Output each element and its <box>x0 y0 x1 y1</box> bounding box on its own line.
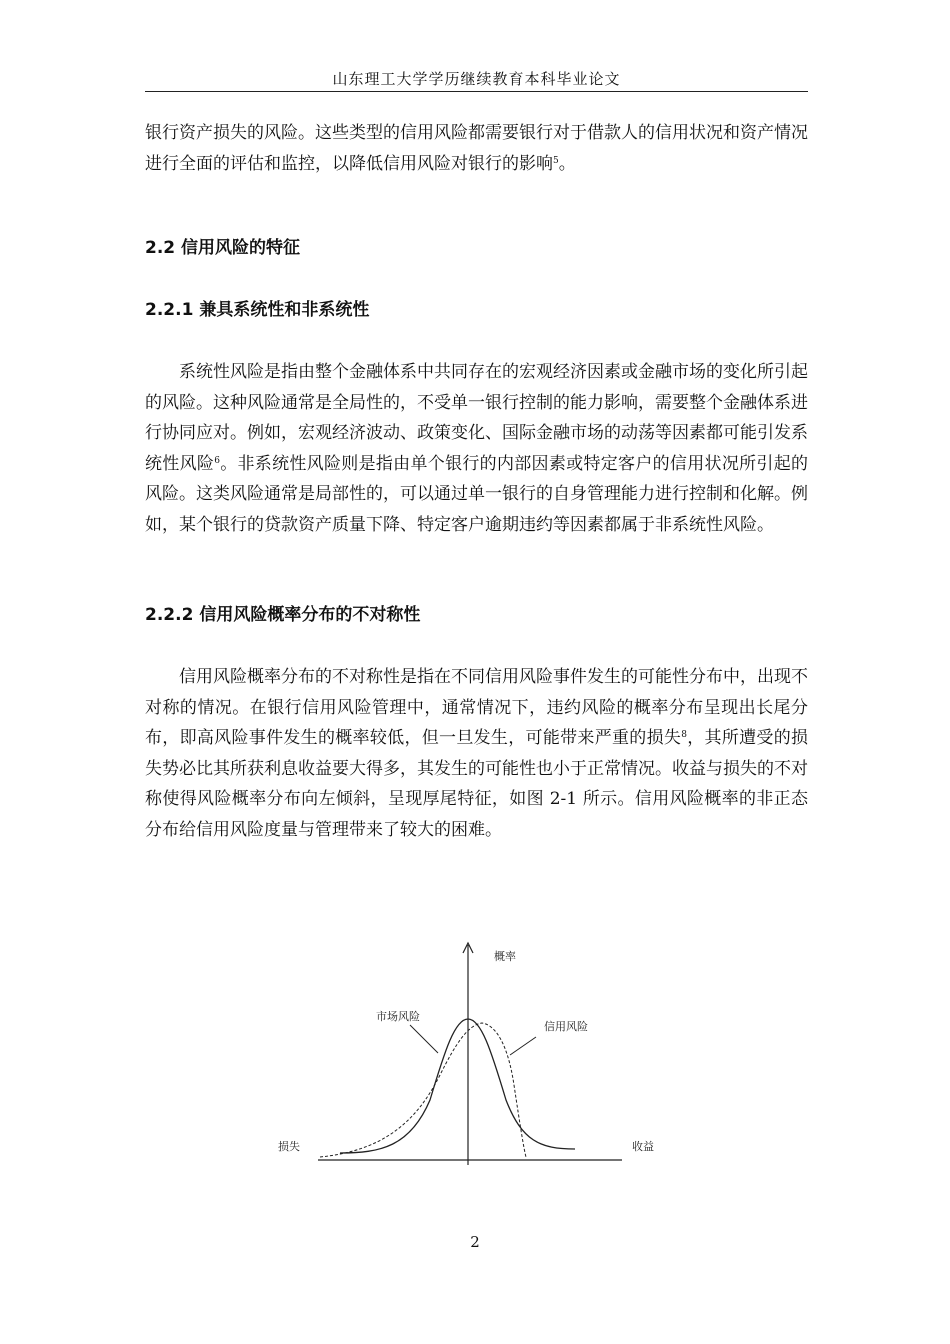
paragraph-2-text-b: 。非系统性风险则是指由单个银行的内部因素或特定客户的信用状况所引起的风险。这类风险通常是局部性的，可以通过单一银行的自身管理能力进行控制和化解。例如，某个银行的贷款资产质量下降、特定客户逾期违约等因素都属于非系统性风险。 <box>145 453 809 535</box>
loss-label: 损失 <box>278 1140 300 1153</box>
gain-label: 收益 <box>632 1140 654 1153</box>
footnote-ref-5[interactable]: 5 <box>553 155 559 166</box>
header-rule <box>145 91 808 92</box>
section-heading-2-2-1: 2.2.1 兼具系统性和非系统性 <box>145 300 370 320</box>
footnote-ref-8[interactable]: 8 <box>681 730 687 740</box>
credit-risk-curve <box>320 1023 526 1157</box>
credit-risk-pointer <box>510 1037 536 1055</box>
market-risk-pointer <box>410 1025 438 1053</box>
y-axis-label: 概率 <box>494 950 516 963</box>
market-risk-curve <box>340 1019 575 1153</box>
page-number: 2 <box>470 1233 480 1251</box>
paragraph-3-text-a: 信用风险概率分布的不对称性是指在不同信用风险事件发生的可能性分布中，出现不对称的情况。在银行信用风险管理中，通常情况下，违约风险的概率分布呈现出长尾分布，即高风险事件发生的概率较低，但一旦发生，可能带来严重的损失 <box>145 667 808 748</box>
paragraph-1-text: 银行资产损失的风险。这些类型的信用风险都需要银行对于借款人的信用状况和资产情况进行全面的评估和监控，以降低信用风险对银行的影响 <box>145 123 808 174</box>
footnote-ref-6[interactable]: 6 <box>214 455 220 466</box>
market-risk-label: 市场风险 <box>376 1010 420 1023</box>
page-header: 山东理工大学学历继续教育本科毕业论文 <box>332 70 621 88</box>
paragraph-3-text-b: ，其所遭受的损失势必比其所获利息收益要大得多，其发生的可能性也小于正常情况。收益与损失的不对称使得风险概率分布向左倾斜，呈现厚尾特征，如图 2-1 所示。信用风险概率的非正态分布给信用风险度量与管理带来了较大的困难。 <box>145 728 809 840</box>
paragraph-2-text-a: 系统性风险是指由整个金融体系中共同存在的宏观经济因素或金融市场的变化所引起的风险。这种风险通常是全局性的，不受单一银行控制的能力影响，需要整个金融体系进行协同应对。例如，宏观经济波动、政策变化、国际金融市场的动荡等因素都可能引发系统性风险 <box>145 362 808 474</box>
paragraph-2 <box>145 357 808 540</box>
figure-2-1-risk-distribution <box>270 935 670 1175</box>
paragraph-1-end: 。 <box>558 153 576 174</box>
paragraph-1 <box>145 118 808 179</box>
section-heading-2-2: 2.2 信用风险的特征 <box>145 238 301 258</box>
section-heading-2-2-2: 2.2.2 信用风险概率分布的不对称性 <box>145 605 421 625</box>
credit-risk-label: 信用风险 <box>544 1020 588 1033</box>
paragraph-3 <box>145 662 808 845</box>
